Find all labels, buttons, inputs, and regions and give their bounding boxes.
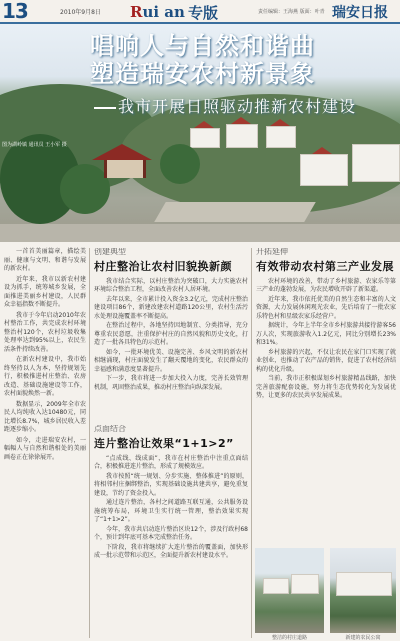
page-number: 13 [2, 0, 28, 23]
house-shape [300, 154, 348, 186]
article-kicker: 创建典型 [94, 248, 126, 256]
sidebar-paragraph: 一首首美丽篇章，描绘美丽、健康与文明、和谐与发展的新农村。 [4, 248, 86, 272]
apartment-photo [330, 548, 396, 633]
photo-caption-left: 整洁的村庄道路 [271, 635, 307, 641]
house-shape [226, 124, 258, 148]
roof-shape [270, 119, 290, 126]
banner-subtitle-text: 我市开展日照驱动推新农村建设 [118, 97, 357, 116]
house-shape [190, 128, 220, 148]
house-shape [352, 144, 400, 182]
banner-subtitle [94, 94, 356, 117]
sidebar-paragraph: 在新农村建设中，我市始终坚持以人为本，坚持规划先行，积极推进村庄整治、农房改造、基础设施建设等工作，农村面貌焕然一新。 [4, 356, 86, 397]
article-tertiary-industry [256, 248, 396, 544]
sidebar-paragraph: 我市于今年启动2010年农村整治工作，共完成农村环境整治村120个，农村垃圾收集处理率达到95%以上，农民生活条件持续改善。 [4, 311, 86, 353]
article-paragraph: 近年来，我市依托优美的自然生态和丰富的人文资源，大力发展休闲观光农业，先后培育了一批农家乐特色村和星级农家乐经营户。 [256, 295, 396, 320]
roof-shape [231, 117, 251, 124]
roof-shape [312, 147, 332, 154]
article-headline: 有效带动农村第三产业发展 [256, 259, 394, 273]
article-paragraph: 通过连片整治，各村之间道路互联互通，公共服务设施统筹布局，环境卫生实行统一管理，整治效果实现了“1+1>2”。 [94, 499, 248, 523]
article-paragraph: 在整治过程中，各地坚持因地制宜、分类指导，充分尊重农民意愿，注重保护村庄的自然风貌和历史文化，打造了一批各具特色的示范村。 [94, 322, 248, 346]
sidebar-paragraph: 数据显示，2009年全市农民人均纯收入达10480元，同比增长8.7%，城乡居民收入差距逐步缩小。 [4, 400, 86, 433]
tree-shape [160, 144, 200, 184]
article-paragraph: 如今，一批环境优美、设施完善、乡风文明的新农村相继涌现，村庄面貌发生了翻天覆地的变化，农民群众的幸福感和满意度显著提升。 [94, 348, 248, 373]
banner-title-line1: 唱响人与自然和谐曲 [90, 32, 315, 60]
house-shape [266, 126, 296, 148]
tree-shape [60, 164, 110, 214]
column-divider [89, 248, 90, 638]
village-road-photo [255, 548, 324, 633]
issue-date: 2010年9月8日 [60, 9, 101, 16]
article-cluster-renovation [94, 425, 248, 635]
article-paragraph: 下一步，我市将进一步加大投入力度，完善长效管理机制，巩固整治成果，推动村庄整治向纵深发展。 [94, 375, 248, 391]
article-paragraph: 我市按照“统一规划、分步实施、整体推进”的原则，将相邻村庄捆绑整治，实现基础设施共建共享，避免重复建设，节约了资金投入。 [94, 472, 248, 497]
article-headline: 连片整治让效果“1+1>2” [94, 436, 234, 450]
photo-caption-right: 新建的农民公寓 [345, 635, 381, 641]
roof-shape [194, 121, 214, 128]
article-paragraph: 我市结合实际，以村庄整治为突破口，大力实施农村环境综合整治工程，全面改善农村人居环境。 [94, 277, 248, 293]
article-paragraph: 农村环境的改善，带动了乡村旅游、农家乐等第三产业的蓬勃发展，为农民增收开辟了新渠道。 [256, 277, 396, 293]
pavilion-body [104, 160, 146, 178]
article-kicker: 开拓延伸 [256, 248, 288, 256]
brand-initial: R [130, 3, 143, 21]
article-paragraph: 去年以来，全市累计投入资金3.2亿元，完成村庄整治建设项目86个，新建改建农村道路120公里，农村生活污水处理设施覆盖率不断提高。 [94, 295, 248, 320]
article-paragraph: “点成线、线成面”，我市在村庄整治中注重点面结合，积极推进连片整治，形成了规模效应。 [94, 454, 248, 470]
intro-sidebar [4, 248, 86, 638]
brand-rest: ui an [142, 3, 185, 21]
banner-title-line2: 塑造瑞安农村新景象 [90, 60, 315, 88]
section-name: 专版 [188, 4, 219, 22]
house-shape [263, 578, 289, 594]
banner-photo [0, 24, 400, 242]
house-shape [336, 572, 392, 596]
article-paragraph: 下阶段，我市将继续扩大连片整治的覆盖面，加快形成一批示范带和示范区，全面提升新农村建设水平。 [94, 543, 248, 559]
article-paragraph: 当前，我市正积极谋划乡村旅游精品线路，加快完善旅游配套设施，努力将生态优势转化为发展优势，让更多的农民共享发展成果。 [256, 375, 396, 399]
column-divider [251, 248, 252, 638]
article-paragraph: 今年，我市共启动连片整治区块12个，涉及行政村68个，预计到年底可基本完成整治任务。 [94, 525, 248, 541]
article-kicker: 点面结合 [94, 425, 126, 433]
sidebar-paragraph: 如今，走进瑞安农村，一幅幅人与自然和谐相处的美丽画卷正在徐徐展开。 [4, 436, 86, 461]
page-header [0, 0, 400, 24]
sidebar-paragraph: 近年来，我市以新农村建设为抓手，统筹城乡发展，全面推进美丽乡村建设，人民群众幸福指数不断提升。 [4, 275, 86, 308]
editor-credits: 责任编辑：王海燕 版面：叶青 [258, 9, 325, 15]
subtitle-rule [94, 107, 116, 109]
article-village-renovation [94, 248, 248, 418]
article-paragraph: 乡村旅游的兴起，不仅让农民在家门口实现了就业创业，也推动了农产品的销售，促进了农村经济结构的优化升级。 [256, 348, 396, 373]
house-shape [291, 574, 319, 594]
pavilion-roof [92, 144, 152, 160]
paper-name: 瑞安日报 [332, 5, 388, 21]
water-shape [0, 224, 400, 242]
road-shape [154, 202, 316, 222]
photo-credit: 图为湖岭镇 通讯员 王小军 摄 [2, 142, 67, 148]
banner-title [90, 32, 390, 88]
article-headline: 村庄整治让农村旧貌换新颜 [94, 259, 232, 273]
brand-mark [130, 3, 185, 21]
article-paragraph: 据统计，今年上半年全市乡村旅游共接待游客56万人次，实现旅游收入1.2亿元，同比分别增长23%和31%。 [256, 322, 396, 346]
